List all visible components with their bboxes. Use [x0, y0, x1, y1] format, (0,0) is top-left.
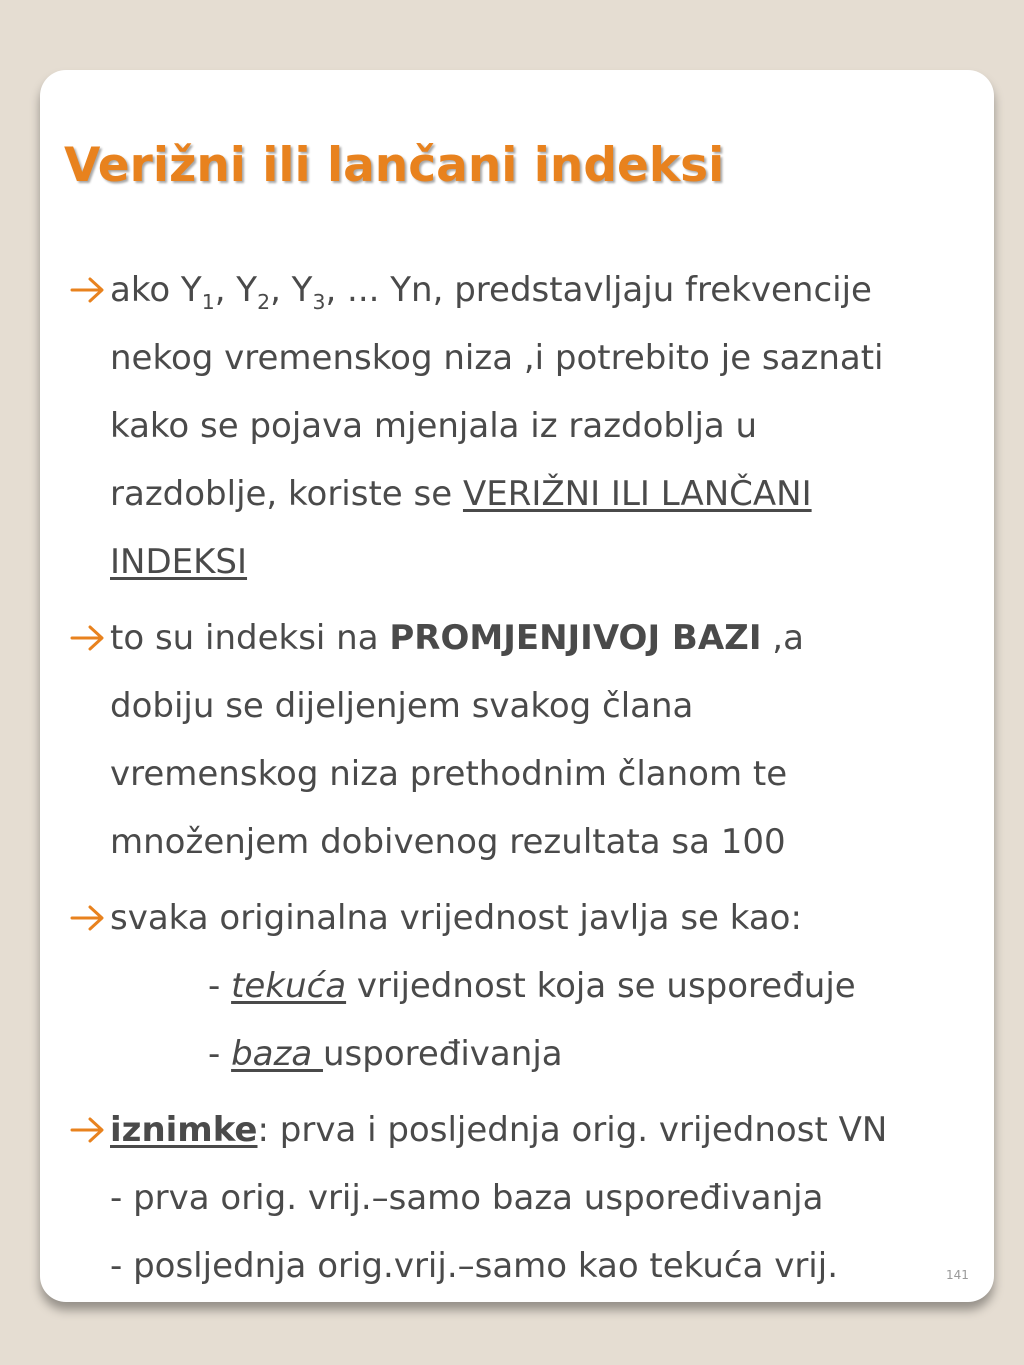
underlined-term: VERIŽNI ILI LANČANI — [462, 474, 812, 514]
bullet-continuation: vremenskog niza prethodnim članom te — [110, 754, 788, 794]
bullet-continuation: dobiju se dijeljenjem svakog člana — [110, 686, 694, 726]
right-arrow-icon — [70, 256, 108, 324]
sub-item: - baza uspoređivanja — [208, 1034, 563, 1074]
bullet-continuation — [70, 528, 1000, 596]
page-number: 141 — [946, 1268, 969, 1282]
sub-item: - tekuća vrijednost koja se uspoređuje — [208, 966, 856, 1006]
bullet-item — [70, 256, 1000, 324]
bullet-continuation: nekog vremenskog niza ,i potrebito je saznati — [110, 338, 884, 378]
bullet-continuation: kako se pojava mjenjala iz razdoblja u — [110, 406, 758, 446]
right-arrow-icon — [70, 604, 108, 672]
italic-term: tekuća — [231, 966, 347, 1006]
bullet-text: ako $Y_1$, $Y_2$, $Y_3$, ... Yn, predstavljaju frekvencije — [110, 270, 872, 314]
bullet-continuation: množenjem dobivenog rezultata sa 100 — [110, 822, 786, 862]
slide-body — [70, 256, 1000, 1300]
slide-title: Verižni ili lančani indeksi — [64, 138, 725, 193]
bullet-item: to su indeksi na PROMJENJIVOJ BAZI ,a — [70, 604, 1000, 672]
right-arrow-icon — [70, 1096, 108, 1164]
bullet-continuation: - prva orig. vrij.–samo baza uspoređivanja — [110, 1178, 824, 1218]
bold-term: PROMJENJIVOJ BAZI — [389, 618, 762, 658]
slide — [40, 70, 994, 1302]
bold-term: iznimke — [110, 1110, 258, 1150]
bullet-item — [70, 884, 1000, 952]
bullet-continuation: razdoblje, koriste se VERIŽNI ILI LANČANI — [110, 474, 812, 514]
bullet-continuation: - posljednja orig.vrij.–samo kao tekuća vrij. — [110, 1246, 839, 1286]
bullet-item: iznimke: prva i posljednja orig. vrijednost VN — [70, 1096, 1000, 1164]
italic-term: baza — [231, 1034, 323, 1074]
underlined-term: INDEKSI — [110, 542, 248, 582]
bullet-text: svaka originalna vrijednost javlja se kao: — [110, 898, 802, 938]
right-arrow-icon — [70, 884, 108, 952]
